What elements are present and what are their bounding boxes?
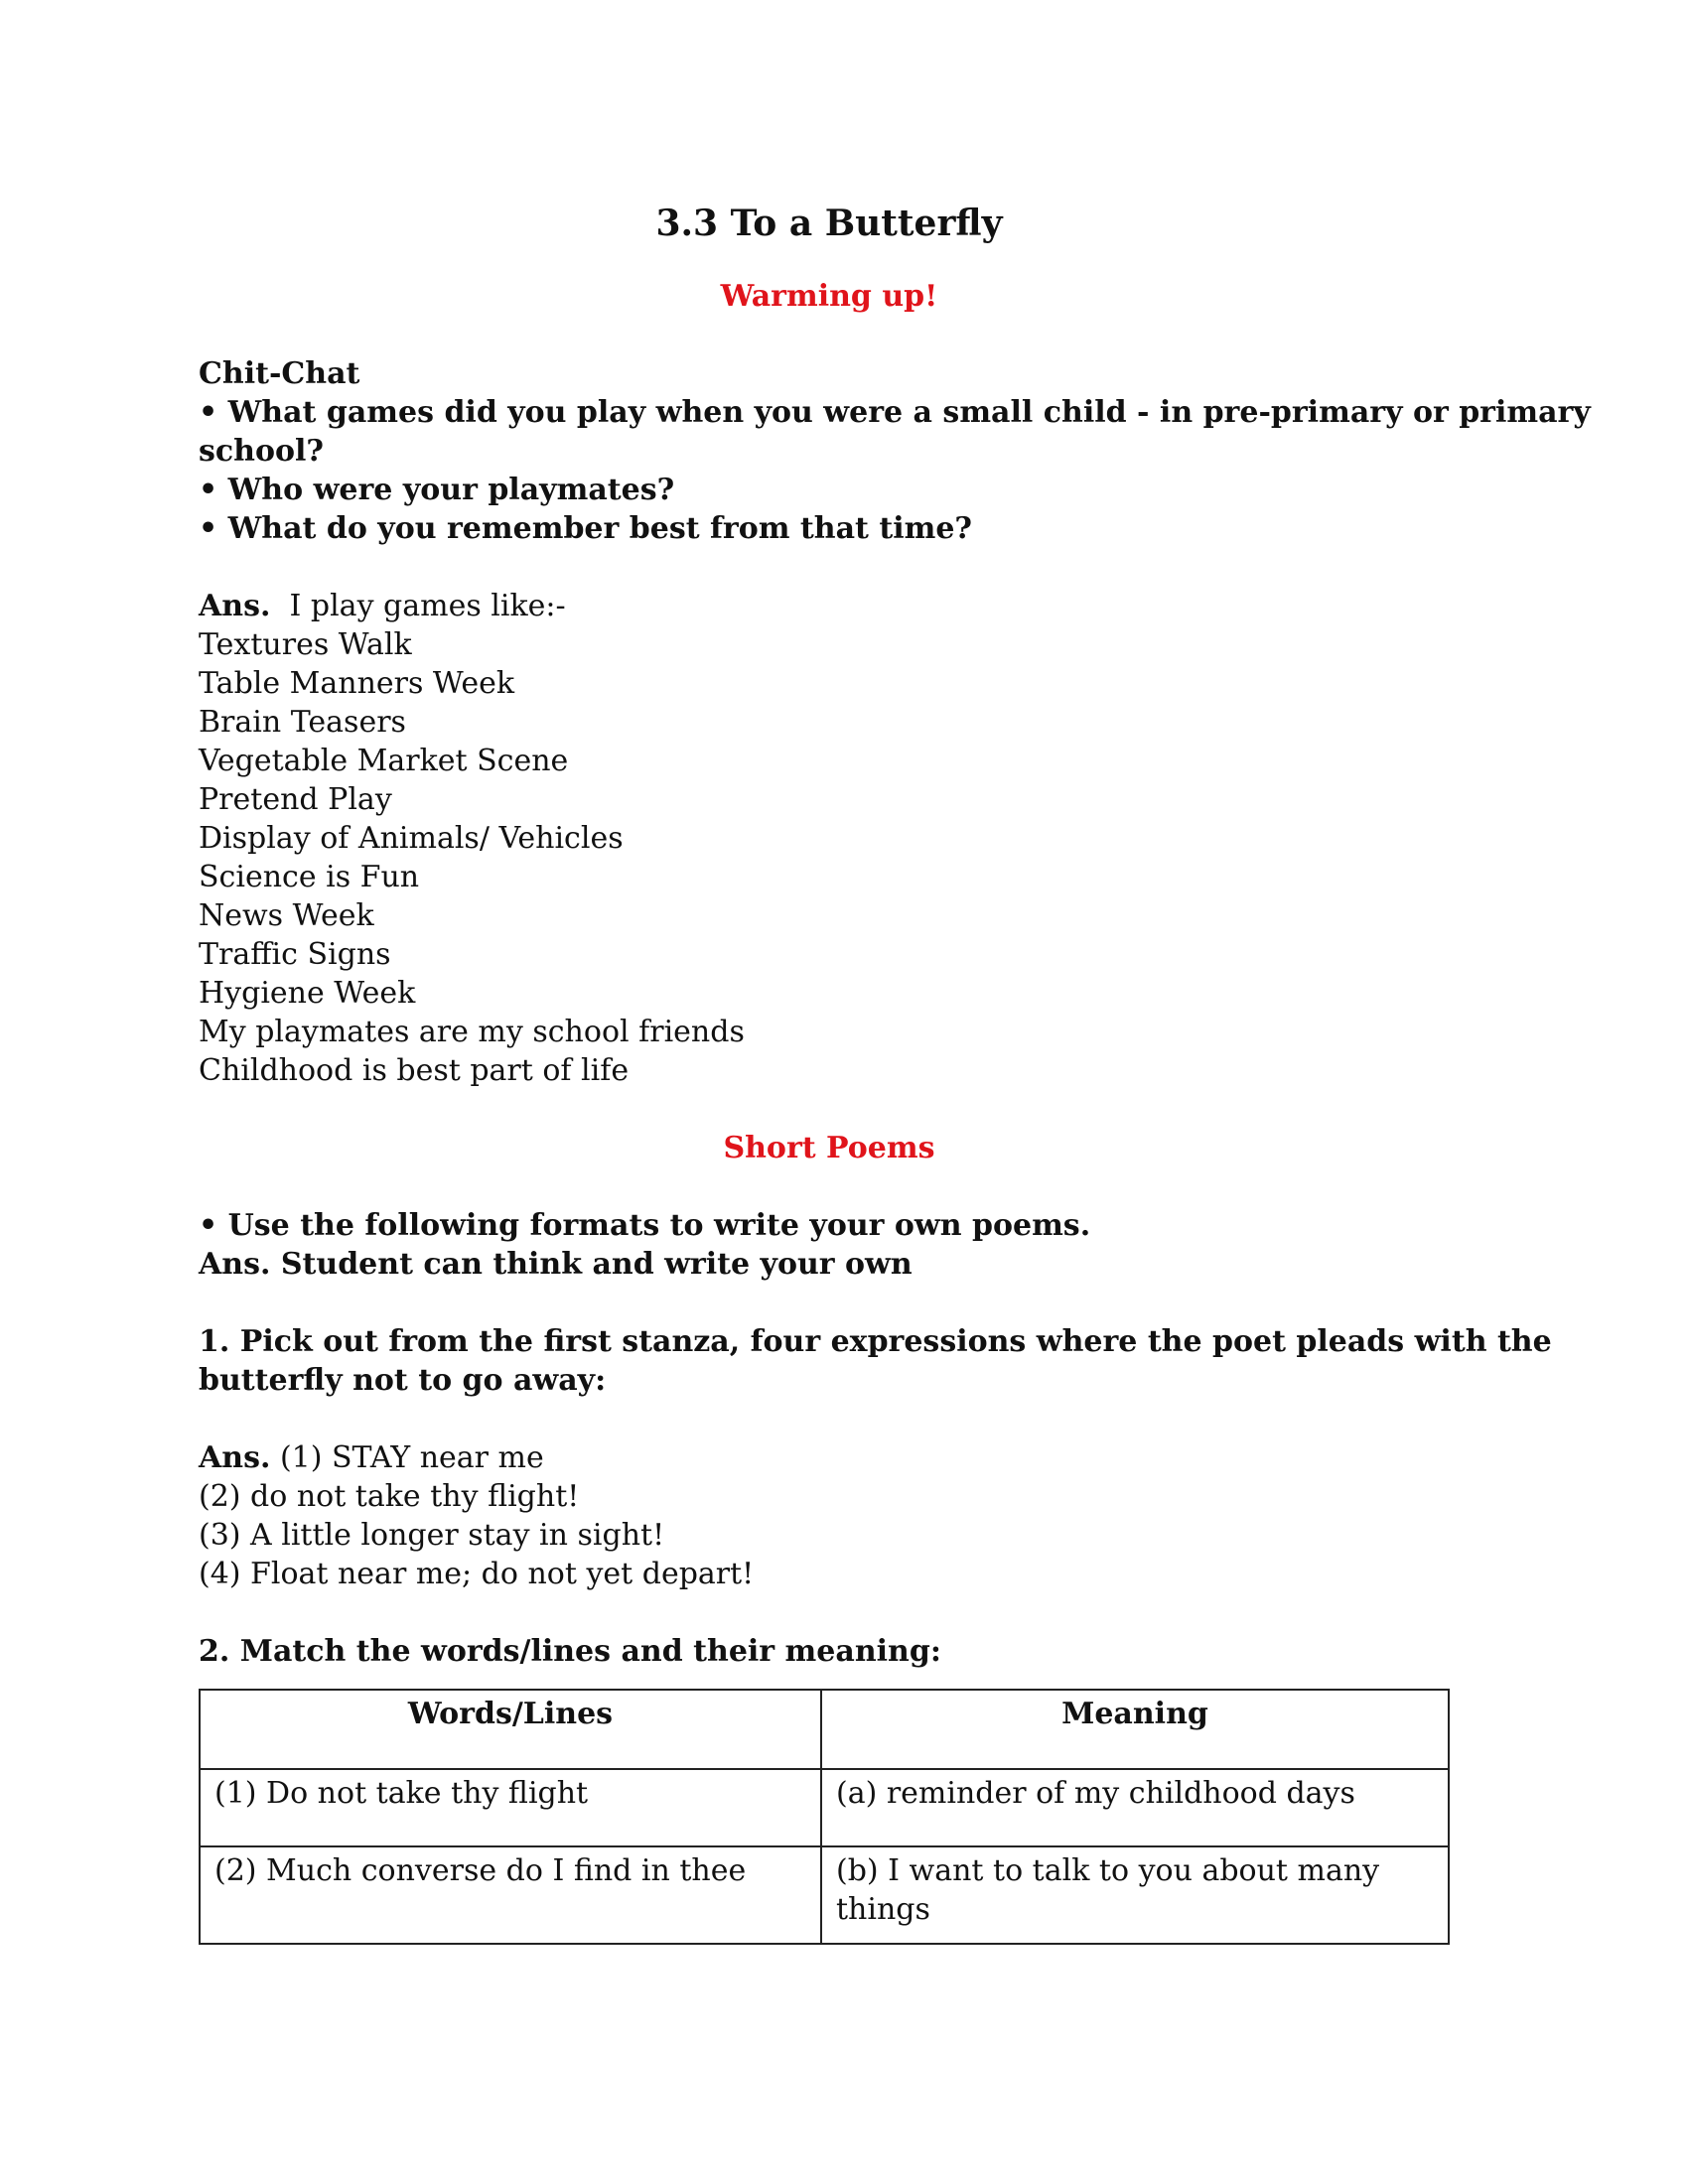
chit-chat-label: Chit-Chat — [199, 356, 360, 391]
table-header-row — [200, 1690, 1449, 1769]
q1-answer: (2) do not take thy flight! — [199, 1479, 580, 1514]
q1-answer-line — [199, 1438, 1460, 1477]
question-line: • Who were your playmates? — [199, 473, 675, 507]
short-poems-instruction: • Use the following formats to write your own poems. — [199, 1208, 1091, 1243]
answer-line: My playmates are my school friends — [199, 1015, 745, 1049]
answer-label: Ans. — [199, 589, 271, 623]
q1-question-line: butterfly not to go away: — [199, 1363, 607, 1398]
table-cell-words: (2) Much converse do I find in thee — [200, 1846, 821, 1944]
page-title: 3.3 To a Butterfly — [655, 203, 1003, 244]
answer-line: Childhood is best part of life — [199, 1053, 630, 1088]
document-page — [199, 194, 1591, 1945]
answer-line: Table Manners Week — [199, 666, 515, 701]
answer-line: Brain Teasers — [199, 705, 406, 740]
answer-line: Vegetable Market Scene — [199, 744, 569, 778]
answer-line: Traffic Signs — [199, 937, 391, 972]
answer-line: Hygiene Week — [199, 976, 416, 1011]
question-line: • What do you remember best from that time? — [199, 511, 973, 546]
answer-line: Science is Fun — [199, 860, 420, 894]
question-line: • What games did you play when you were a small child - in pre-primary or primary — [199, 395, 1591, 430]
answer-line: News Week — [199, 898, 374, 933]
q2-question: 2. Match the words/lines and their meaning: — [199, 1634, 941, 1669]
q1-answer: (4) Float near me; do not yet depart! — [199, 1557, 755, 1591]
table-row — [200, 1846, 1449, 1944]
q1-answer: (3) A little longer stay in sight! — [199, 1518, 665, 1553]
answer-line: Pretend Play — [199, 782, 392, 817]
table-header-meaning: Meaning — [821, 1690, 1449, 1769]
answer-intro-line — [199, 587, 1460, 625]
question-line: school? — [199, 434, 324, 469]
q1-answer: (1) STAY near me — [279, 1440, 544, 1475]
match-table — [199, 1689, 1450, 1945]
answer-line: Display of Animals/ Vehicles — [199, 821, 624, 856]
q1-question-line: 1. Pick out from the first stanza, four expressions where the poet pleads with the — [199, 1324, 1552, 1359]
table-cell-meaning: (b) I want to talk to you about many things — [821, 1846, 1449, 1944]
table-cell-words: (1) Do not take thy flight — [200, 1769, 821, 1846]
answer-label: Ans. — [199, 1440, 271, 1475]
table-row — [200, 1769, 1449, 1846]
answer-line: Textures Walk — [199, 627, 412, 662]
table-cell-meaning: (a) reminder of my childhood days — [821, 1769, 1449, 1846]
table-header-words: Words/Lines — [200, 1690, 821, 1769]
short-poems-answer: Ans. Student can think and write your own — [199, 1247, 913, 1282]
warming-up-heading: Warming up! — [720, 279, 938, 314]
answer-intro: I play games like:- — [289, 589, 566, 623]
short-poems-heading: Short Poems — [723, 1131, 935, 1165]
